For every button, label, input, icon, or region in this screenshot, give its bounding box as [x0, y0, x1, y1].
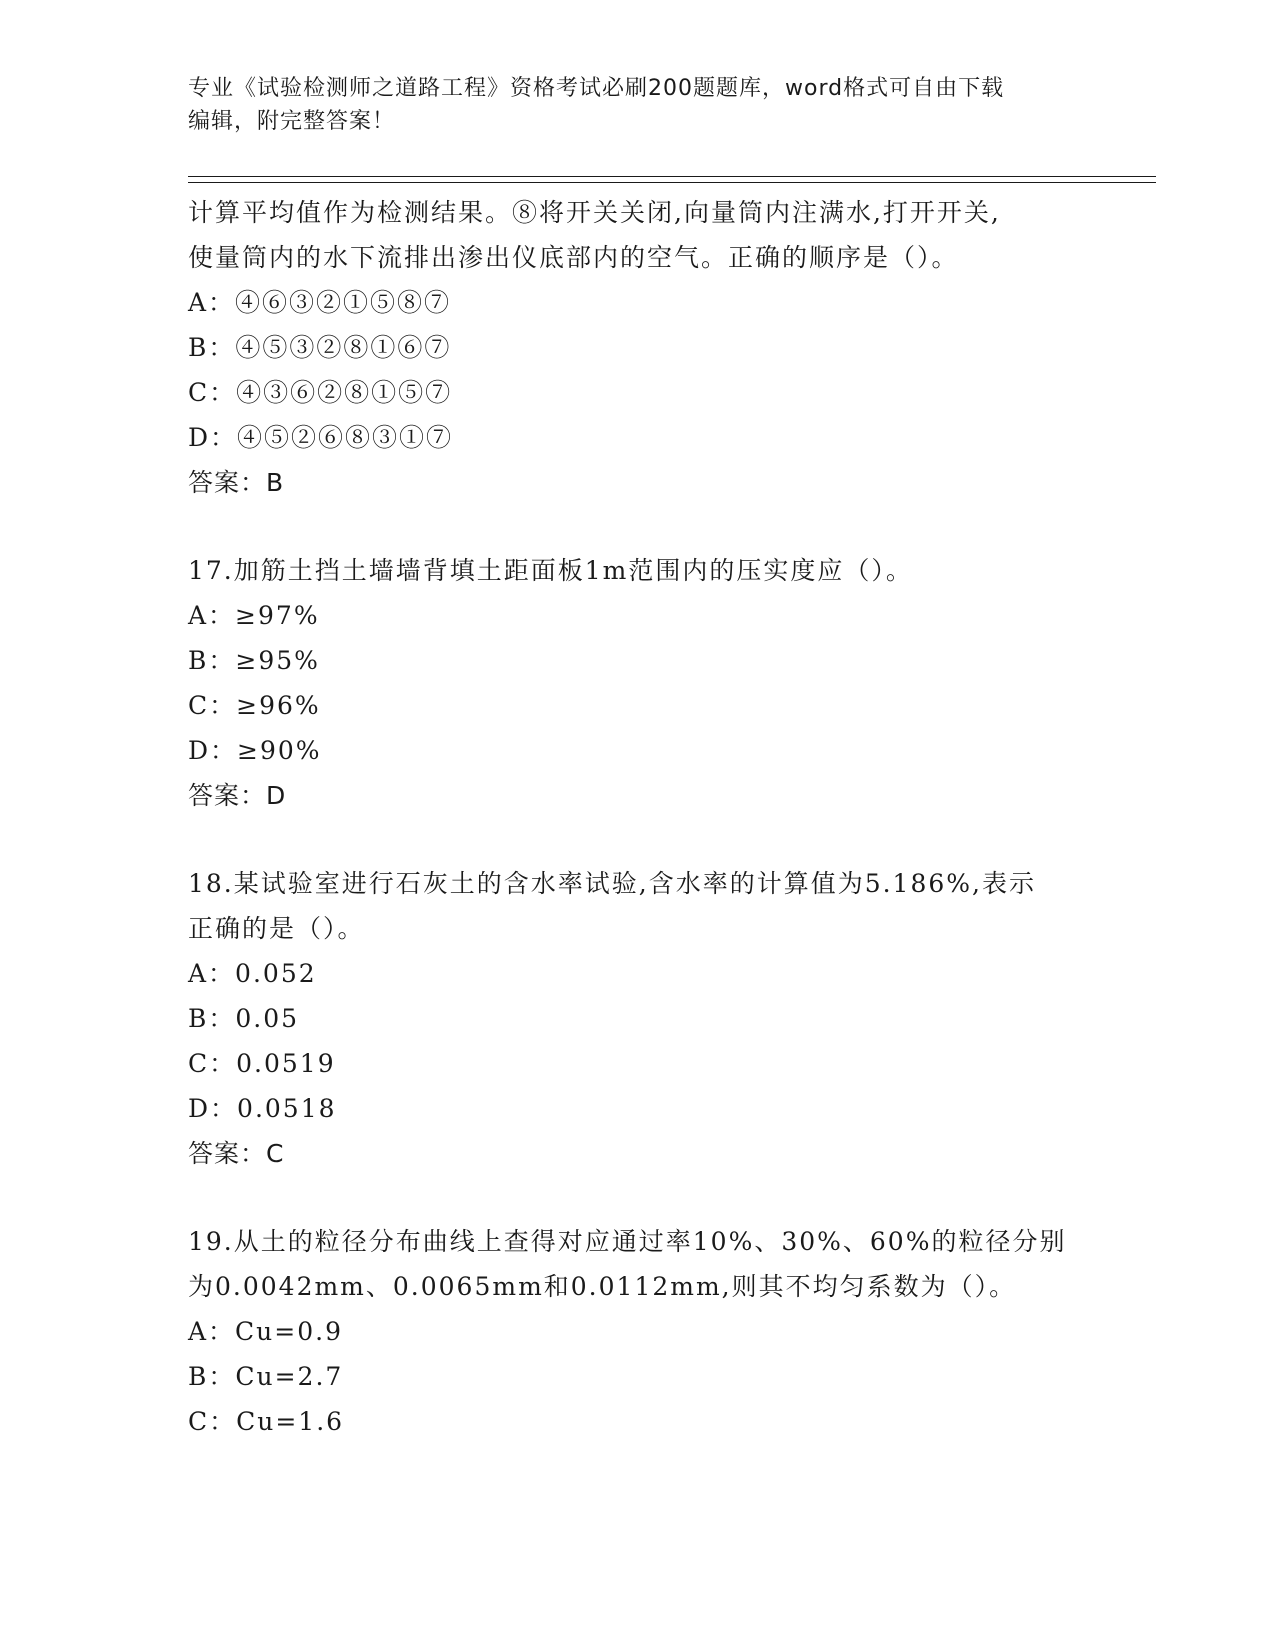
question-stem-line: 19.从土的粒径分布曲线上查得对应通过率10%、30%、60%的粒径分别	[188, 1227, 1067, 1256]
question-stem-line: 17.加筋土挡土墙墙背填土距面板1m范围内的压实度应（）。	[188, 556, 913, 585]
answer-line: 答案：B	[188, 468, 285, 497]
spacer	[188, 506, 1088, 548]
option-a: A：0.052	[188, 959, 317, 988]
option-d: D：④⑤②⑥⑧③①⑦	[188, 423, 454, 452]
question-stem-line: 正确的是（）。	[188, 914, 365, 943]
option-c: C：≥96%	[188, 691, 321, 720]
option-a: A：≥97%	[188, 601, 320, 630]
option-d: D：0.0518	[188, 1094, 337, 1123]
option-a: A：Cu=0.9	[188, 1317, 343, 1346]
spacer	[188, 819, 1088, 861]
option-c: C：④③⑥②⑧①⑤⑦	[188, 378, 453, 407]
option-b: B：Cu=2.7	[188, 1362, 344, 1391]
answer-line: 答案：C	[188, 1139, 285, 1168]
header-divider-top	[188, 176, 1156, 177]
question-stem-line: 使量筒内的水下流排出渗出仪底部内的空气。正确的顺序是（）。	[188, 243, 959, 272]
option-a: A：④⑥③②①⑤⑧⑦	[188, 288, 452, 317]
question-stem-line: 计算平均值作为检测结果。⑧将开关关闭,向量筒内注满水,打开开关,	[188, 198, 1001, 227]
option-d: D：≥90%	[188, 736, 322, 765]
option-c: C：Cu=1.6	[188, 1407, 345, 1436]
spacer	[188, 1177, 1088, 1219]
question-stem-line: 18.某试验室进行石灰土的含水率试验,含水率的计算值为5.186%,表示	[188, 869, 1036, 898]
question-stem-line: 为0.0042mm、0.0065mm和0.0112mm,则其不均匀系数为（）。	[188, 1272, 1017, 1301]
option-c: C：0.0519	[188, 1049, 336, 1078]
document-body	[188, 190, 1088, 1444]
document-header	[188, 72, 1068, 138]
question-17	[188, 548, 1088, 819]
question-16	[188, 190, 1088, 506]
header-divider-bottom	[188, 182, 1156, 183]
header-line-1: 专业《试验检测师之道路工程》资格考试必刷200题题库，word格式可自由下载	[188, 76, 1005, 101]
option-b: B：④⑤③②⑧①⑥⑦	[188, 333, 452, 362]
header-line-2: 编辑，附完整答案！	[188, 109, 396, 134]
question-18	[188, 861, 1088, 1177]
question-19	[188, 1219, 1088, 1444]
option-b: B：0.05	[188, 1004, 300, 1033]
option-b: B：≥95%	[188, 646, 320, 675]
answer-line: 答案：D	[188, 781, 287, 810]
